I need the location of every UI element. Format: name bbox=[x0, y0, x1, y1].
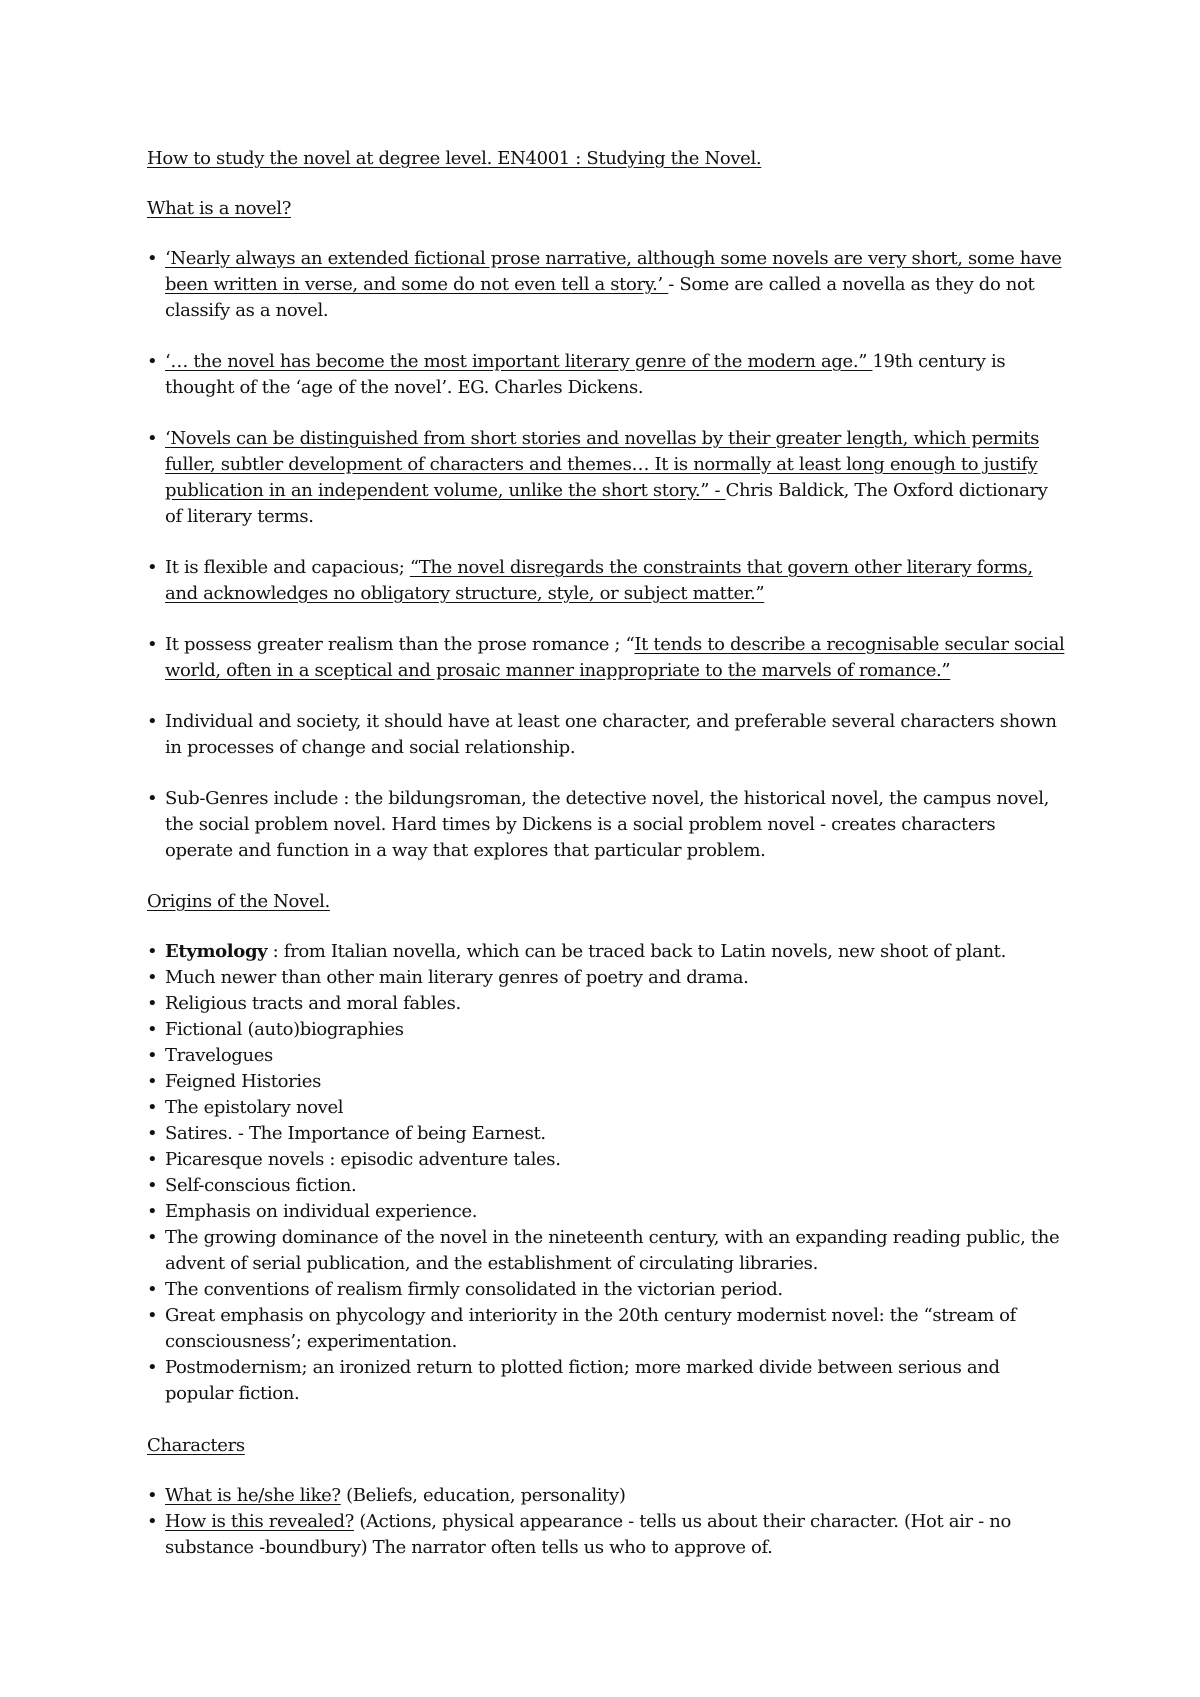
characters-list bbox=[147, 1483, 1067, 1561]
list-item: • The epistolary novel bbox=[147, 1095, 1067, 1121]
list-item: • Religious tracts and moral fables. bbox=[147, 991, 1067, 1017]
list-item: • It possess greater realism than the prose romance ; “It tends to describe a recognisable secular social world, often in a sceptical and prosaic manner inappropriate to the marvels of romance.” bbox=[147, 632, 1067, 684]
list-item: • The conventions of realism firmly consolidated in the victorian period. bbox=[147, 1277, 1067, 1303]
list-item: • Sub-Genres include : the bildungsroman, the detective novel, the historical novel, the campus novel, the social problem novel. Hard times by Dickens is a social problem novel - creates characters operate and function in a way that explores that particular problem. bbox=[147, 786, 1067, 864]
list-item: • How is this revealed? (Actions, physical appearance - tells us about their character. (Hot air - no substance -boundbury) The narrator often tells us who to approve of. bbox=[147, 1509, 1067, 1561]
list-item: • Postmodernism; an ironized return to plotted fiction; more marked divide between serious and popular fiction. bbox=[147, 1355, 1067, 1407]
list-item: • What is he/she like? (Beliefs, education, personality) bbox=[147, 1483, 1067, 1509]
list-item: • Great emphasis on phycology and interiority in the 20th century modernist novel: the “stream of consciousness’; experimentation. bbox=[147, 1303, 1067, 1355]
section-heading-origins: Origins of the Novel. bbox=[147, 891, 330, 912]
document-title: How to study the novel at degree level. EN4001 : Studying the Novel. bbox=[147, 148, 762, 169]
section-heading-what-is-a-novel: What is a novel? bbox=[147, 198, 292, 219]
list-item: • ‘Nearly always an extended fictional prose narrative, although some novels are very short, some have been written in verse, and some do not even tell a story.’ - Some are called a novella as they do not classify as a novel. bbox=[147, 246, 1067, 324]
list-item: • Individual and society, it should have at least one character, and preferable several characters shown in processes of change and social relationship. bbox=[147, 709, 1067, 761]
list-item: • It is flexible and capacious; “The novel disregards the constraints that govern other literary forms, and acknowledges no obligatory structure, style, or subject matter.” bbox=[147, 555, 1067, 607]
list-item: • Feigned Histories bbox=[147, 1069, 1067, 1095]
list-item: • Fictional (auto)biographies bbox=[147, 1017, 1067, 1043]
list-item: • ‘Novels can be distinguished from short stories and novellas by their greater length, which permits fuller, subtler development of characters and themes… It is normally at least long enough to justify publication in an independent volume, unlike the short story.” - Chris Baldick, The Oxford dictionary of literary terms. bbox=[147, 426, 1067, 530]
origins-list bbox=[147, 939, 1067, 1407]
list-item: • Etymology : from Italian novella, which can be traced back to Latin novels, new shoot of plant. bbox=[147, 939, 1067, 965]
list-item: • Picaresque novels : episodic adventure tales. bbox=[147, 1147, 1067, 1173]
what-is-a-novel-list bbox=[147, 246, 1067, 864]
list-item: • Emphasis on individual experience. bbox=[147, 1199, 1067, 1225]
document-page bbox=[147, 146, 1067, 1587]
list-item: • Satires. - The Importance of being Earnest. bbox=[147, 1121, 1067, 1147]
list-item: • Much newer than other main literary genres of poetry and drama. bbox=[147, 965, 1067, 991]
list-item: • The growing dominance of the novel in the nineteenth century, with an expanding reading public, the advent of serial publication, and the establishment of circulating libraries. bbox=[147, 1225, 1067, 1277]
list-item: • ‘… the novel has become the most important literary genre of the modern age.” 19th century is thought of the ‘age of the novel’. EG. Charles Dickens. bbox=[147, 349, 1067, 401]
list-item: • Self-conscious fiction. bbox=[147, 1173, 1067, 1199]
list-item: • Travelogues bbox=[147, 1043, 1067, 1069]
section-heading-characters: Characters bbox=[147, 1435, 245, 1456]
